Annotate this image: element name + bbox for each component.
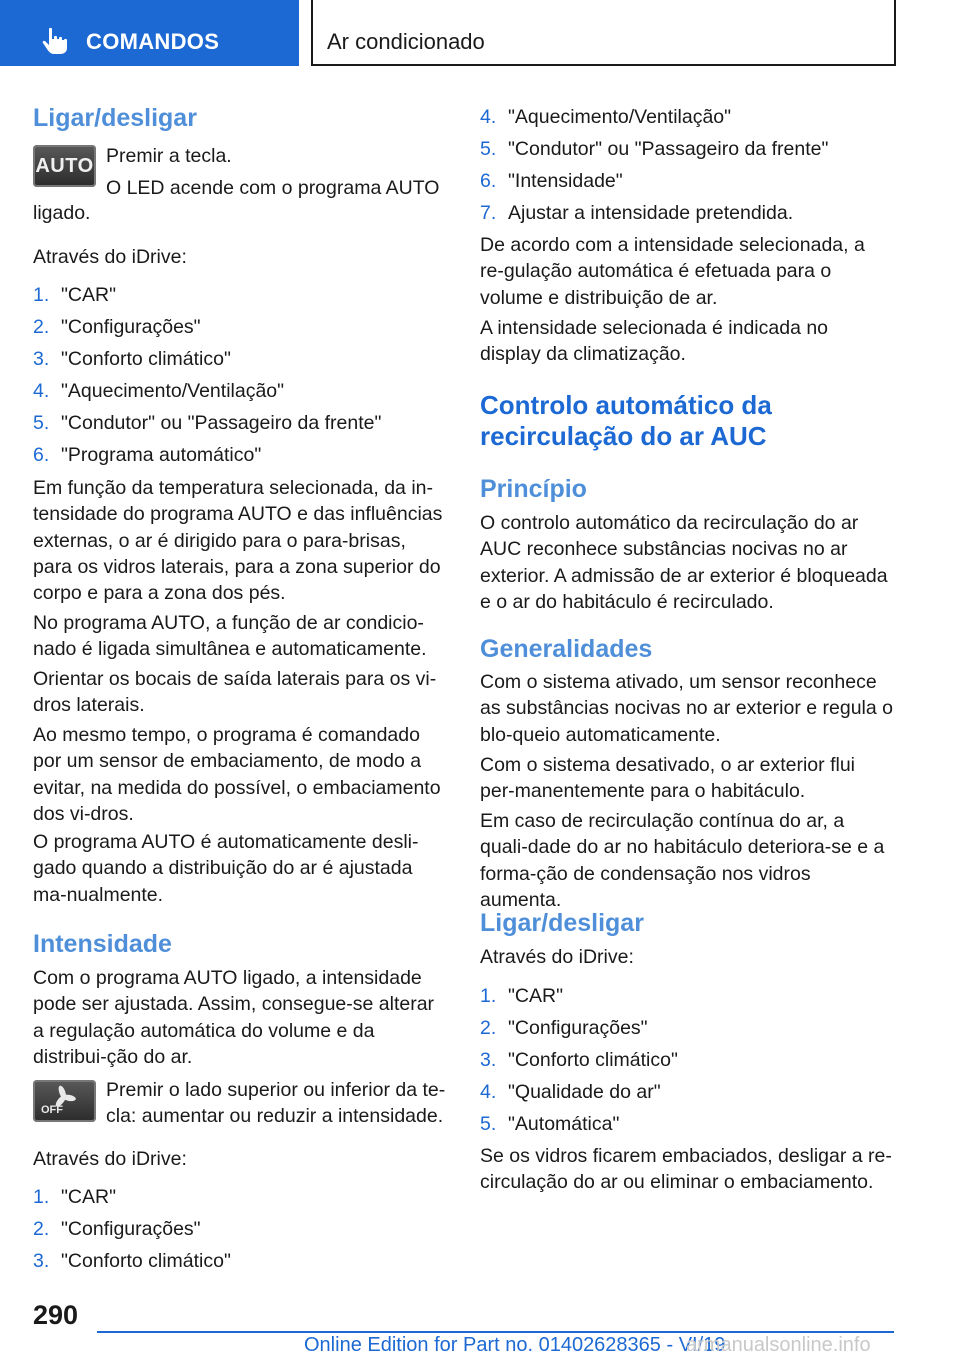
list-text: "CAR" [508, 985, 564, 1007]
list-text: "Condutor" ou "Passageiro da frente" [508, 138, 829, 160]
paragraph-intensidade: Com o programa AUTO ligado, a intensidade pode ser ajustada. Assim, consegue-se alterar a regulação automática do volume e da distribui-ção do ar. [33, 967, 435, 1068]
heading-intensidade: Intensidade [33, 930, 172, 958]
list-text: "CAR" [61, 284, 117, 306]
paragraph-via-idrive-3: Através do iDrive: [480, 946, 634, 968]
heading-ligar-desligar: Ligar/desligar [33, 104, 197, 132]
list-text: "Aquecimento/Ventilação" [61, 380, 285, 402]
list-text: "Configurações" [508, 1017, 648, 1039]
paragraph-intensidade-display: A intensidade selecionada é indicada no display da climatização. [480, 317, 829, 366]
paragraph-funcao-temperatura: Em função da temperatura selecionada, da in-tensidade do programa AUTO e das influências externas, o ar é dirigido para o para-brisas, para os vidros laterais, para a zona superior do corpo e para a zona dos pés. [33, 477, 443, 605]
paragraph-sistema-desativado: Com o sistema desativado, o ar exterior flui per-manentemente para o habitáculo. [480, 754, 855, 803]
paragraph-orientar-bocais: Orientar os bocais de saída laterais para os vi-dros laterais. [33, 668, 437, 717]
paragraph-premir: Premir a tecla. [106, 145, 232, 167]
fan-off-text: OFF [41, 1104, 63, 1116]
fan-button-image [33, 1080, 96, 1122]
paragraph-sistema-ativado: Com o sistema ativado, um sensor reconhece as substâncias nocivas no ar exterior e regula o blo-queio automaticamente. [480, 671, 893, 746]
list-number: 2. [33, 316, 50, 338]
list-number: 6. [480, 170, 497, 192]
heading-principio: Princípio [480, 475, 587, 503]
list-number: 1. [480, 985, 497, 1007]
footer-edition: Online Edition for Part no. 01402628365 - VI/19 [304, 1334, 726, 1356]
heading-controlo-auc: Controlo automático da recirculação do ar AUC [480, 390, 772, 451]
paragraph-premir-lado: Premir o lado superior ou inferior da te-cla: aumentar ou reduzir a intensidade. [106, 1079, 446, 1128]
list-text: "Programa automático" [61, 444, 262, 466]
paragraph-principio: O controlo automático da recirculação do ar AUC reconhece substâncias nocivas no ar exterior. A admissão de ar exterior é bloqueada e o ar do habitáculo é recirculado. [480, 512, 888, 613]
list-text: Ajustar a intensidade pretendida. [508, 202, 794, 224]
paragraph-via-idrive-2: Através do iDrive: [33, 1148, 187, 1170]
list-number: 4. [33, 380, 50, 402]
paragraph-led-line2: ligado. [33, 202, 91, 224]
paragraph-recirculacao-continua: Em caso de recirculação contínua do ar, a quali-dade do ar no habitáculo deteriora-se e a forma-ção de condensação nos vidros aumenta. [480, 810, 885, 911]
list-number: 2. [33, 1218, 50, 1240]
list-number: 2. [480, 1017, 497, 1039]
list-text: "Intensidade" [508, 170, 623, 192]
page-header [0, 0, 960, 66]
section-tab-label: COMANDOS [86, 29, 220, 54]
section-tab [0, 0, 299, 66]
hand-pointer-icon [40, 26, 70, 56]
paragraph-led-line1: O LED acende com o programa AUTO [106, 177, 440, 199]
watermark: armanualsonline.info [686, 1334, 871, 1356]
list-text: "Conforto climático" [61, 1250, 231, 1272]
auto-button-text: AUTO [35, 154, 94, 177]
list-number: 6. [33, 444, 50, 466]
breadcrumb-label: Ar condicionado [327, 29, 485, 54]
paragraph-vidros-embaciados: Se os vidros ficarem embaciados, desligar a re-circulação do ar ou eliminar o embaciamento. [480, 1145, 892, 1194]
list-text: "Conforto climático" [508, 1049, 678, 1071]
list-number: 3. [33, 348, 50, 370]
list-text: "Configurações" [61, 1218, 201, 1240]
list-number: 1. [33, 284, 50, 306]
paragraph-auto-desligado: O programa AUTO é automaticamente desli-gado quando a distribuição do ar é ajustada ma-nualmente. [33, 831, 419, 906]
list-text: "CAR" [61, 1186, 117, 1208]
list-number: 7. [480, 202, 497, 224]
breadcrumb [311, 0, 896, 66]
list-text: "Configurações" [61, 316, 201, 338]
footer-rule [97, 1331, 894, 1333]
paragraph-programa-auto: No programa AUTO, a função de ar condicio-nado é ligada simultânea e automaticamente. [33, 612, 427, 661]
paragraph-embaciamento: Ao mesmo tempo, o programa é comandado por um sensor de embaciamento, de modo a evitar, na medida do possível, o embaciamento dos vi-dros. [33, 724, 441, 825]
list-number: 4. [480, 106, 497, 128]
list-number: 5. [480, 138, 497, 160]
list-number: 3. [33, 1250, 50, 1272]
list-number: 3. [480, 1049, 497, 1071]
list-text: "Aquecimento/Ventilação" [508, 106, 732, 128]
list-text: "Condutor" ou "Passageiro da frente" [61, 412, 382, 434]
heading-ligar-desligar-auc: Ligar/desligar [480, 909, 644, 937]
list-text: "Qualidade do ar" [508, 1081, 661, 1103]
list-number: 5. [480, 1113, 497, 1135]
list-text: "Automática" [508, 1113, 620, 1135]
list-number: 4. [480, 1081, 497, 1103]
auto-button-image [33, 145, 96, 187]
list-text: "Conforto climático" [61, 348, 231, 370]
paragraph-de-acordo: De acordo com a intensidade selecionada, a re-gulação automática é efetuada para o volume e distribuição de ar. [480, 234, 865, 309]
list-number: 1. [33, 1186, 50, 1208]
page-number: 290 [33, 1300, 79, 1330]
paragraph-via-idrive: Através do iDrive: [33, 246, 187, 268]
list-number: 5. [33, 412, 50, 434]
heading-generalidades: Generalidades [480, 635, 653, 663]
